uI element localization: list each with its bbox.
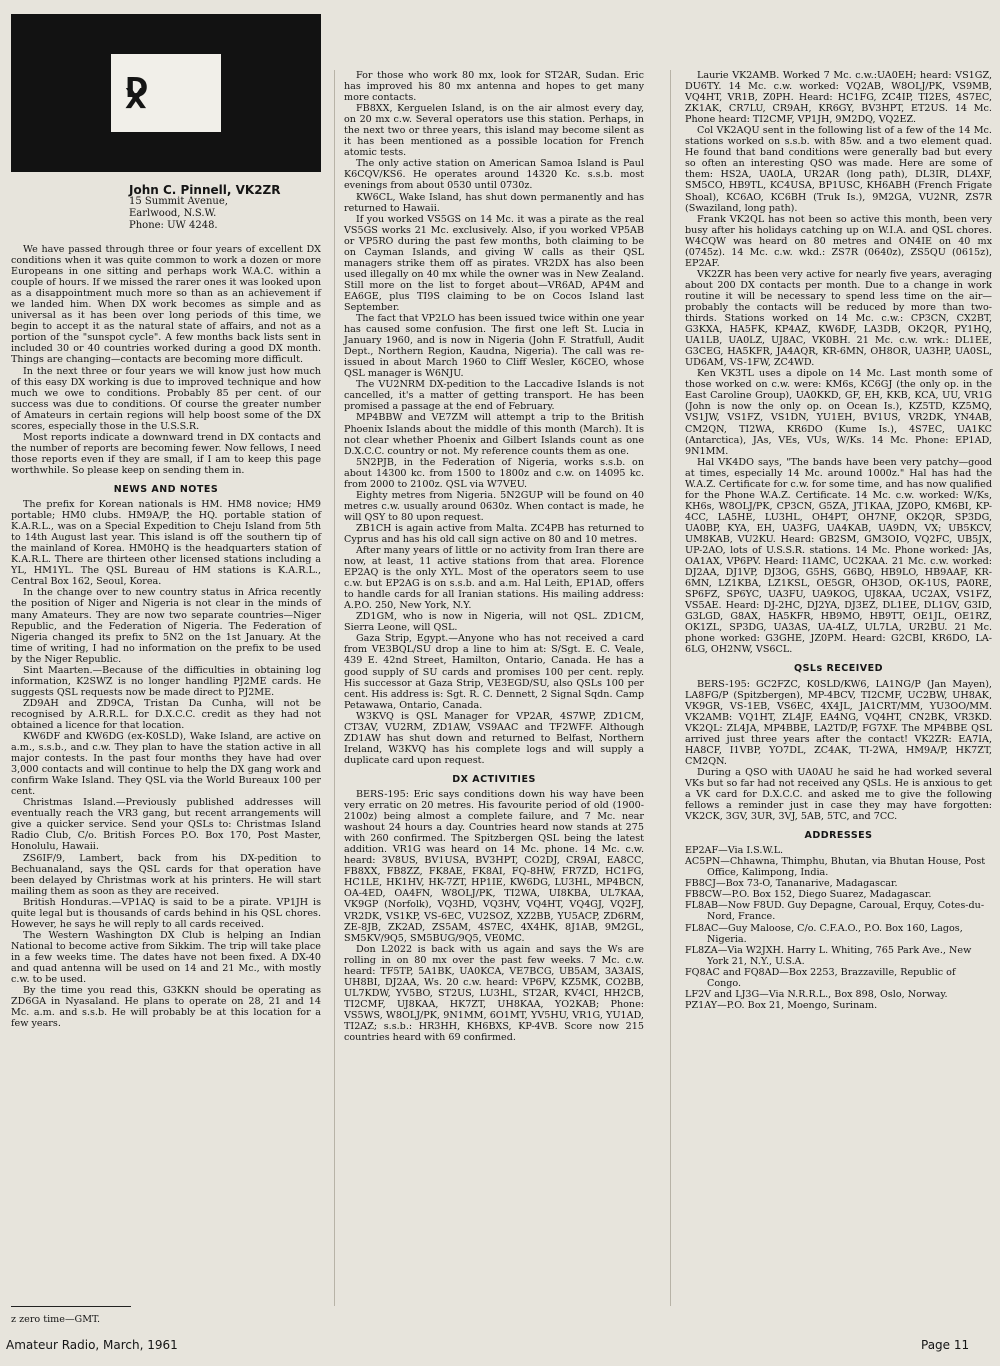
- activity-paragraph: Don L2022 is back with us again and says the Ws are rolling in on 80 mx over the past few weeks. 7 Mc. c.w. heard: TF5TP, 5A1BK, UA0KCA, VE7BCG, UB5AM, 3A3AIS, UH8BI, DJ2AA, Ws. 20 c.w. heard: VP6PV, KZ5MK, CO2BB, UL7KDW, YV5BO, ST2US, LU3HL, ST2AR, KV4CI, HH2CB, TI2CMF, UJ8KAA, HK7ZT, UH8KAA, YO2KAB; Phone: VS5WS, W8OLJ/PK, 9N1MM, 6O1MT, YV5HU, VR1G, YU1AD, TI2AZ; s.s.b.: HR3HH, KH6BXS, KP-4VB. Score now 215 countries heard with 69 confirmed.: [344, 943, 644, 1044]
- author-address-line: 15 Summit Avenue,: [129, 196, 228, 207]
- author-block: [129, 184, 321, 232]
- news-paragraph: Gaza Strip, Egypt.—Anyone who has not received a card from VE3BQL/SU drop a line to him at: S/Sgt. E. C. Veale, 439 E. 42nd Street, Hamilton, Ontario, Canada. He has a good supply of SU cards and promises 100 per cent. reply. His successor at Gaza Strip, VE3EGD/SU, also QSLs 100 per cent. His address is: Sgt. R. C. Dennett, 2 Signal Sqdn. Camp Petawawa, Ontario, Canada.: [344, 633, 644, 711]
- qsl-heading: QSLs RECEIVED: [794, 663, 883, 675]
- page-title: D X: [111, 54, 221, 132]
- news-paragraph: British Honduras.—VP1AQ is said to be a pirate. VP1JH is quite legal but is thousands of cards behind in his QSL chores. However, he says he will reply to all cards received.: [11, 896, 321, 930]
- activity-paragraph: BERS-195: Eric says conditions down his way have been very erratic on 20 metres. His favourite period of old (1900-2100z) being almost a complete failure, and 7 Mc. near washout 24 hours a day. Countries heard now stands at 275 with 260 confirmed. The Spitzbergen QSL being the latest addition. VR1G was heard on 14 Mc. phone. 14 Mc. c.w. heard: 3V8US, BV1USA, BV3HPT, CO2DJ, CR9AI, EA8CC, FB8XX, FB8ZZ, FK8AE, FK8AI, FQ-8HW, FR7ZD, HC1FG, HC1LE, HK1HV, HK-7ZT, HP1IE, KW6DG, LU3HL, MP4BCN, OA-4ED, OA4FN, W8OLJ/PK, TI2WA, UI8KBA, UL7KAA, VK9GP (Norfolk), VQ3HD, VQ3HV, VQ4HT, VQ4GJ, VQ2FJ, VR2DK, VS1KP, VS-6EC, VU2SOZ, XZ2BB, YU5ACP, ZD6RM, ZE-8JB, ZK2AD, ZS5AM, 4S7EC, 4X4HK, 8J1AB, 9M2GL, SM5KV/9Q5, SM5BUG/9Q5, VE0MC.: [344, 789, 644, 944]
- column-2: [344, 70, 644, 1043]
- column-divider: [670, 70, 671, 1306]
- address-entry: FL8AC—Guy Maloose, C/o. C.F.A.O., P.O. Box 160, Lagos, Nigeria.: [685, 922, 963, 945]
- intro-paragraph: In the next three or four years we will know just how much of this easy DX working is due to improved technique and how much we owe to conditions. Probably 85 per cent. of our success was due to conditions. Of course the greater number of Amateurs in certain regions will help boost some of the DX scores, especially those in the U.S.S.R.: [11, 365, 321, 432]
- address-entry: FQ8AC and FQ8AD—Box 2253, Brazzaville, Republic of Congo.: [685, 966, 956, 989]
- news-paragraph: ZD1GM, who is now in Nigeria, will not QSL. ZD1CM, Sierra Leone, will QSL.: [344, 611, 644, 634]
- activities-heading: DX ACTIVITIES: [452, 773, 536, 785]
- author-phone: Phone: UW 4248.: [129, 220, 218, 231]
- author-name: John C. Pinnell, VK2ZR: [129, 183, 281, 197]
- news-paragraph: W3KVQ is QSL Manager for VP2AR, 4S7WP, ZD1CM, CT3AV, VU2RM, ZD1AW, VS9AAC and TF2WFF. Although ZD1AW has shut down and returned to Belfast, Northern Ireland, W3KVQ has his complete logs and will supply a duplicate card upon request.: [344, 710, 644, 766]
- address-entry: FL8ZA—Via W2JXH. Harry L. Whiting, 765 Park Ave., New York 21, N.Y., U.S.A.: [685, 944, 972, 967]
- news-paragraph: The VU2NRM DX-pedition to the Laccadive Islands is not cancelled, it's a matter of getting transport. He has been promised a passage at the end of February.: [344, 379, 644, 413]
- footnote: z zero time—GMT.: [11, 1314, 101, 1325]
- address-entry: LF2V and LJ3G—Via N.R.R.L., Box 898, Oslo, Norway.: [685, 988, 948, 1000]
- news-heading: NEWS AND NOTES: [113, 483, 219, 495]
- column-divider: [334, 70, 335, 1306]
- address-entry: FB8CW—P.O. Box 152, Diego Suarez, Madagascar.: [685, 889, 932, 901]
- activity-paragraph: Laurie VK2AMB. Worked 7 Mc. c.w.:UA0EH; heard: VS1GZ, DU6TY. 14 Mc. c.w. worked: VQ2AB, W8OLJ/PK, VS9MB, VQ4HT, VR1B, Z0PH. Heard: HC1FG, ZC4IP, TI2ES, 4S7EC, ZK1AK, CR7LU, CR9AH, KR6GY, BV3HPT, ET2US. 14 Mc. Phone heard: TI2CMF, VP1JH, 9M2DQ, VQ2EZ.: [685, 70, 992, 126]
- news-paragraph: By the time you read this, G3KKN should be operating as ZD6GA in Nyasaland. He plans to operate on 28, 21 and 14 Mc. a.m. and s.s.b. He will probably be at this location for a few years.: [11, 985, 321, 1030]
- address-entry: EP2AF—Via I.S.W.L.: [685, 845, 784, 857]
- news-paragraph: Christmas Island.—Previously published addresses will eventually reach the VR3 gang, but recent arrangements will give a quicker service. Send your QSLs to: Christmas Island Radio Club, C/o. British Forces P.O. Box 170, Post Master, Honolulu, Hawaii.: [11, 797, 321, 853]
- address-entry: FB8CJ—Box 73-O, Tananarive, Madagascar.: [685, 878, 898, 890]
- address-entry: PZ1AY—P.O. Box 21, Moengo, Surinam.: [685, 999, 878, 1011]
- column-1: [11, 14, 321, 1029]
- news-paragraph: KW6CL, Wake Island, has shut down permanently and has returned to Hawaii.: [344, 191, 644, 214]
- address-list: [685, 845, 992, 1011]
- news-paragraph: ZD9AH and ZD9CA, Tristan Da Cunha, will not be recognised by A.R.R.L. for D.X.C.C. credit as they had not obtained a licence for that location.: [11, 697, 321, 731]
- news-paragraph: KW6DF and KW6DG (ex-K0SLD), Wake Island, are active on a.m., s.s.b., and c.w. They plan to have the station active in all major contests. In the past four months they have had over 3,000 contacts and will continue to help the DX gang work and confirm Wake Island. They QSL via the World Bureaux 100 per cent.: [11, 731, 321, 798]
- footnote-rule: [11, 1306, 131, 1307]
- news-paragraph: After many years of little or no activity from Iran there are now, at least, 11 active stations from that area. Florence EP2AQ is the only XYL. Most of the operators seem to use c.w. but EP2AG is on s.s.b. and a.m. Hal Leith, EP1AD, offers to handle cards for all Iranian stations. His mailing address: A.P.O. 250, New York, N.Y.: [344, 545, 644, 612]
- qsl-paragraph: During a QSO with UA0AU he said he had worked several VKs but so far had not received any QSLs. He is anxious to get a VK card for D.X.C.C. and asked me to give the following fellows a reminder just in case they may have forgotten: VK2CK, 3GV, 3UR, 3VJ, 5AB, 5TC, and 7CC.: [685, 766, 992, 823]
- footer-publication: Amateur Radio, March, 1961: [6, 1338, 178, 1352]
- address-entry: AC5PN—Chhawna, Thimphu, Bhutan, via Bhutan House, Post Office, Kalimpong, India.: [685, 856, 986, 879]
- news-paragraph: FB8XX, Kerguelen Island, is on the air almost every day, on 20 mx c.w. Several operators use this station. Perhaps, in the next two or three years, this island may become silent as it has been mentioned as a possible location for French atomic tests.: [344, 103, 644, 159]
- author-address-line: Earlwood, N.S.W.: [129, 208, 217, 219]
- activity-paragraph: VK2ZR has been very active for nearly five years, averaging about 200 DX contacts per month. Due to a change in work routine it will be necessary to spend less time on the air—probably the contacts will be reduced by more than two-thirds. Stations worked on 14 Mc. c.w.: CP3CN, CX2BT, G3KXA, HA5FK, KP4AZ, KW6DF, LA3DB, OK2QR, PY1HQ, UA1LB, UA0LZ, UJ8AC, VK0BH. 21 Mc. c.w. wrk.: DL1EE, G3CEG, HA5KFR, JA4AQR, KR-6MN, OH8OR, UA3HP, UA0SL, UD6AM, VS-1FW, ZC4WD.: [685, 268, 992, 369]
- addresses-heading: ADDRESSES: [804, 830, 873, 842]
- news-paragraph: Eighty metres from Nigeria. 5N2GUP will be found on 40 metres c.w. usually around 0630z. When contact is made, he will QSY to 80 upon request.: [344, 489, 644, 523]
- activity-paragraph: Col VK2AQU sent in the following list of a few of the 14 Mc. stations worked on s.s.b. with 85w. and a two element quad. He found that band conditions were generally bad but every so often an interesting QSO was made. Here are some of them: HS2A, UA0LA, UR2AR (long path), DL3IR, DL4XF, SM5CO, HB9TL, KC4USA, BP1USC, KH6ABH (French Frigate Shoal), KC6AO, KC6BH (Truk Is.), 9M2GA, VU2NR, ZS7R (Swaziland, long path).: [685, 125, 992, 214]
- column-3: [685, 70, 992, 1011]
- activity-paragraph: Hal VK4DO says, "The bands have been very patchy—good at times, especially 14 Mc. around 1000z." Hal has had the W.A.Z. Certificate for c.w. for some time, and has now qualified for the Phone W.A.Z. Certificate. 14 Mc. c.w. worked: W/Ks, KH6s, W8OLJ/PK, CP3CN, G5ZA, JT1KAA, JZ0PO, KM6BI, KP-4CC, LA5HE, LU3HL, OH4PT, OH7NF, OK2QR, SP3DG, UA0BP, KYA, EH, UA3FG, UA4KAB, UA9DN, VX; UB5KCV, UM8KAB, VU2KU. Heard: GB2SM, GM3OIO, VQ2FC, UB5JX, UP-2AO, lots of U.S.S.R. stations. 14 Mc. Phone worked: JAs, OA1AX, VP6PV. Heard: I1AMC, UC2KAA. 21 Mc. c.w. worked: DJ2AA, DJ1VP, DJ3OG, G5HS, G6BQ, HB9LO, HB9AAF, KR-6MN, LZ1KBA, LZ1KSL, OE5GR, OH3OD, OK-1US, PA0RE, SP6FZ, SP6YC, UA3FU, UA9KOG, UJ8KAA, UC2AX, VS1FZ, VS5AE. Heard: DJ-2HC, DJ2YA, DJ3EZ, DL1EE, DL1GV, G3ID, G3LGD, G8AX, HA5KFR, HB9MO, HB9TT, OE1JL, OE1RZ, OK1ZL, SP3DG, UA3AS, UA-4LZ, UL7LA, UR2BU. 21 Mc. phone worked: G3GHE, JZ0PM. Heard: G2CBI, KR6DO, LA-6LG, OH2NW, VS6CL.: [685, 456, 992, 656]
- news-paragraph: For those who work 80 mx, look for ST2AR, Sudan. Eric has improved his 80 mx antenna and hopes to get many more contacts.: [344, 70, 644, 104]
- footer-page-number: Page 11: [921, 1338, 970, 1352]
- activity-paragraph: Ken VK3TL uses a dipole on 14 Mc. Last month some of those worked on c.w. were: KM6s, KC6GJ (the only op. in the East Caroline Group), UA0KKD, GF, EH, KKB, KCA, UU, VR1G (John is now the only op. on Ocean Is.), KZ5TD, KZ5MQ, VS1JW, VS1FZ, VS1DN, YU1EH, BV1US, VR2DK, YN4AB, CM2QN, TI2WA, KR6DO (Kume Is.), 4S7EC, UA1KC (Antarctica), JAs, VEs, VUs, W/Ks. 14 Mc. Phone: EP1AD, 9N1MM.: [685, 368, 992, 457]
- news-paragraph: The Western Washington DX Club is helping an Indian National to become active from Sikkim. The trip will take place in a few weeks time. The dates have not been fixed. A DX-40 and quad antenna will be used on 14 and 21 Mc., with mostly c.w. to be used.: [11, 929, 321, 986]
- intro-paragraph: Most reports indicate a downward trend in DX contacts and the number of reports are becoming fewer. Now fellows, I need those reports even if they are small, if I am to keep this page worthwhile. So please keep on sending them in.: [11, 431, 321, 476]
- news-paragraph: If you worked VS5GS on 14 Mc. it was a pirate as the real VS5GS works 21 Mc. exclusively. Also, if you worked VP5AB or VP5RO during the past few months, both claiming to be on Cayman Islands, and giving W calls as their QSL managers strike them off as pirates. VR2DX has also been used illegally on 40 mx while the owner was in New Zealand. Still more on the list to forget about—VR6AD, AP4M and EA6GE, plus TI9S claiming to be on Cocos Island last September.: [344, 213, 644, 313]
- news-paragraph: The only active station on American Samoa Island is Paul K6CQV/KS6. He operates around 14320 Kc. s.s.b. most evenings from about 0530 until 0730z.: [344, 158, 644, 192]
- qsl-paragraph: BERS-195: GC2FZC, K0SLD/KW6, LA1NG/P (Jan Mayen), LA8FG/P (Spitzbergen), MP-4BCV, TI2CMF, UC2BW, UH8AK, VK9GR, VS-1EB, VS6EC, 4X4JL, JA1CRT/MM, YU3OO/MM. VK2AMB: VQ1HT, ZL4JF, EA4NG, VQ4HT, CN2BK, VR3KD. VK2QL: ZL4JA, MP4BBE, LA2TD/P, FG7XF. The MP4BBE QSL arrived just three years after the contact! VK2ZR: EA7IA, HA8CF, I1VBP, YO7DL, ZC4AK, TI-2WA, HM9A/P, HK7ZT, CM2QN.: [685, 678, 992, 767]
- dx-header-block: [11, 14, 321, 172]
- address-entry: FL8AB—Now F8UD. Guy Depagne, Caroual, Erquy, Cotes-du-Nord, France.: [685, 900, 985, 923]
- news-paragraph: 5N2PJB, in the Federation of Nigeria, works s.s.b. on about 14300 kc. from 1500 to 1800z and c.w. on 14095 kc. from 2000 to 2100z. QSL via W7VEU.: [344, 456, 644, 490]
- intro-paragraph: We have passed through three or four years of excellent DX conditions when it was quite common to work a dozen or more Europeans in one sitting and perhaps work W.A.C. within a couple of hours. If we missed the rarer ones it was looked upon as a disappointment much more so than as an achievement if we landed him. When DX work becomes as simple and as universal as it has been over long periods of this time, we begin to accept it as the natural state of affairs, and not as a portion of the "sunspot cycle". A few months back lists sent in included 30 or 40 countries worked during a good DX month. Things are changing—contacts are becoming more difficult.: [11, 244, 321, 366]
- news-paragraph: The fact that VP2LO has been issued twice within one year has caused some confusion. The first one left St. Lucia in January 1960, and is now in Nigeria (John F. Stratfull, Audit Dept., Northern Region, Kaudna, Nigeria). The call was re-issued in about March 1960 to Cliff Wesler, K6CEO, whose QSL manager is W6NJU.: [344, 313, 644, 380]
- activity-paragraph: Frank VK2QL has not been so active this month, been very busy after his holidays catching up on W.I.A. and QSL chores. W4CQW was heard on 80 metres and ON4IE on 40 mx (0745z). 14 Mc. c.w. wkd.: ZS7R (0640z), ZS5QU (0615z), EP2AF.: [685, 213, 992, 269]
- news-paragraph: ZS6IF/9, Lambert, back from his DX-pedition to Bechuanaland, says the QSL cards for that operation have been delayed by Christmas work at his printers. He will start mailing them as soon as they are received.: [11, 852, 321, 897]
- news-paragraph: The prefix for Korean nationals is HM. HM8 novice; HM9 portable; HM0 clubs. HM9A/P, the HQ. portable station of K.A.R.L., was on a Special Expedition to Cheju Island from 5th to 14th August last year. This island is off the southern tip of the mainland of Korea. HM0HQ is the headquarters station of K.A.R.L. There are thirteen other licensed stations including a YL, HM1YL. The QSL Bureau of HM stations is K.A.R.L., Central Box 162, Seoul, Korea.: [11, 499, 321, 588]
- news-paragraph: MP4BBW and VE7ZM will attempt a trip to the British Phoenix Islands about the middle of this month (March). It is not clear whether Phoenix and Gilbert Islands count as one D.X.C.C. country or not. My reference counts them as one.: [344, 412, 644, 457]
- news-paragraph: Sint Maarten.—Because of the difficulties in obtaining log information, K2SWZ is no longer handling PJ2ME cards. He suggests QSL requests now be made direct to PJ2ME.: [11, 664, 321, 698]
- news-paragraph: ZB1CH is again active from Malta. ZC4PB has returned to Cyprus and has his old call sign active on 80 and 10 metres.: [344, 522, 644, 545]
- news-paragraph: In the change over to new country status in Africa recently the position of Niger and Nigeria is not clear in the minds of many Amateurs. They are now two separate countries—Niger Republic, and the Federation of Nigeria. The Federation of Nigeria changed its prefix to 5N2 on the 1st January. At the time of writing, I had no information on the prefix to be used by the Niger Republic.: [11, 587, 321, 665]
